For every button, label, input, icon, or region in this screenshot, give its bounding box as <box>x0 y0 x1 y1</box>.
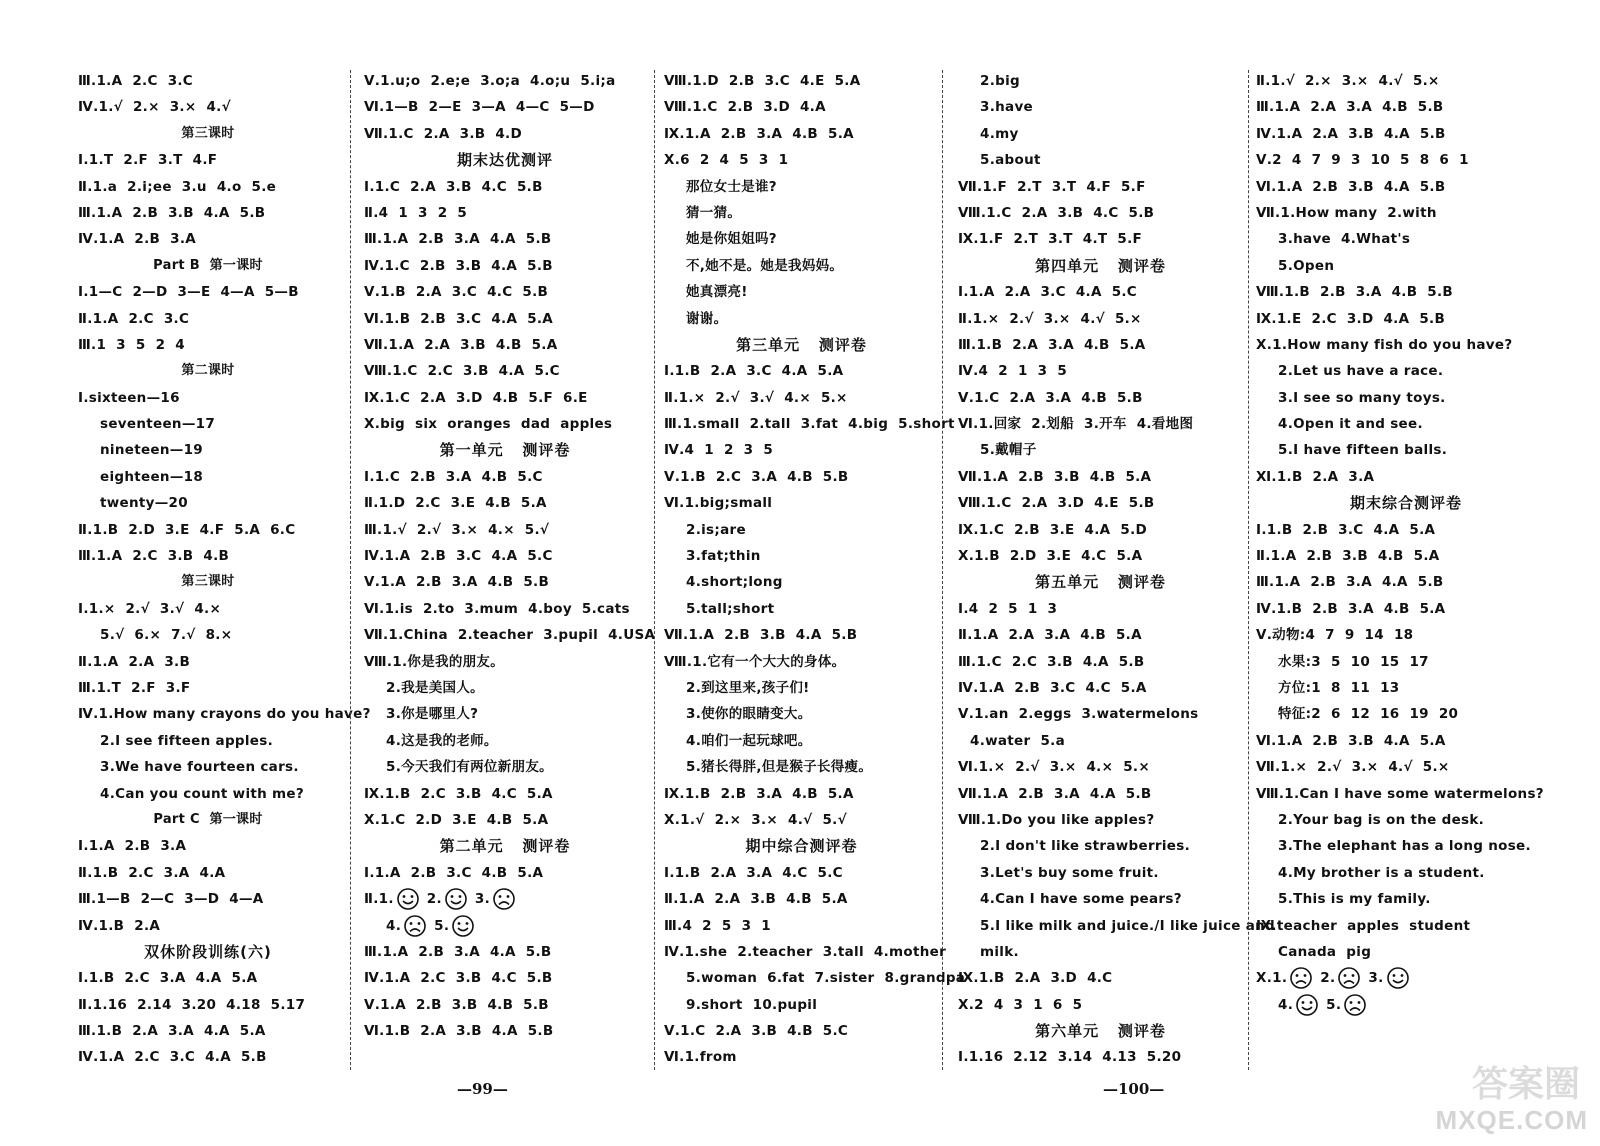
answer-line: Ⅷ.1.C 2.A 3.D 4.E 5.B <box>958 495 1155 512</box>
answer-label: 4. <box>1278 996 1294 1013</box>
section-heading: 期末综合测评卷 <box>1349 494 1462 513</box>
answer-label: Ⅹ.1. <box>1256 970 1288 987</box>
answer-line: Ⅷ.1.B 2.B 3.A 4.B 5.B <box>1256 284 1454 301</box>
answer-label: Ⅱ.1. <box>364 891 394 908</box>
answer-line: Canada pig <box>1278 943 1372 960</box>
sad-face-icon <box>1337 966 1361 990</box>
answer-line: Ⅵ.1.回家 2.划船 3.开车 4.看地图 <box>958 416 1194 433</box>
answer-line: 4.My brother is a student. <box>1278 864 1485 881</box>
answer-line: Ⅴ.1.C 2.A 3.A 4.B 5.B <box>958 389 1143 406</box>
answer-line: Ⅰ.1.B 2.A 3.A 4.C 5.C <box>664 864 843 881</box>
answer-line: 5.tall;short <box>686 600 775 617</box>
sad-face-icon <box>1289 966 1313 990</box>
answer-line: Ⅲ.1 3 5 2 4 <box>78 336 185 353</box>
answer-line: Ⅰ.1.16 2.12 3.14 4.13 5.20 <box>958 1049 1182 1066</box>
answer-line: Ⅶ.1.How many 2.with <box>1256 204 1437 221</box>
answer-line: Ⅱ.1.D 2.C 3.E 4.B 5.A <box>364 495 547 512</box>
answer-line: Ⅱ.1.√ 2.× 3.× 4.√ 5.× <box>1256 73 1440 89</box>
answer-line: Ⅹ.big six oranges dad apples <box>364 416 613 433</box>
section-heading: 第三课时 <box>181 125 235 141</box>
sad-face-icon <box>1343 993 1367 1017</box>
answer-line: Ⅲ.1.A 2.C 3.B 4.B <box>78 548 230 565</box>
answer-line: Ⅲ.1.A 2.A 3.A 4.B 5.B <box>1256 99 1444 116</box>
answer-line: 水果:3 5 10 15 17 <box>1278 653 1429 670</box>
answer-line: milk. <box>980 943 1019 960</box>
answer-line: 4.Can I have some pears? <box>980 891 1182 908</box>
answer-line: Ⅱ.1.a 2.i;ee 3.u 4.o 5.e <box>78 178 277 195</box>
answer-label: 4. <box>386 917 402 934</box>
answer-line: Ⅷ.1.你是我的朋友。 <box>364 653 505 670</box>
smiley-face-icon <box>451 914 475 938</box>
answer-line: Ⅲ.1.A 2.C 3.C <box>78 73 194 89</box>
answer-line: Ⅷ.1.C 2.A 3.B 4.C 5.B <box>958 204 1155 221</box>
answer-line: 5.今天我们有两位新朋友。 <box>386 759 553 776</box>
answer-line: 5.about <box>980 152 1041 169</box>
answer-line: 3.你是哪里人? <box>386 706 479 723</box>
answer-line: Ⅲ.1.small 2.tall 3.fat 4.big 5.short <box>664 416 955 433</box>
answer-line: Ⅲ.4 2 5 3 1 <box>664 917 771 934</box>
answer-label: 2. <box>426 891 442 908</box>
section-heading: 期中综合测评卷 <box>745 837 858 856</box>
answer-line: Ⅱ.1.B 2.C 3.A 4.A <box>78 864 226 881</box>
answer-line: Ⅶ.1.C 2.A 3.B 4.D <box>364 125 522 142</box>
answer-line: Ⅱ.1.16 2.14 3.20 4.18 5.17 <box>78 996 306 1013</box>
answer-line: eighteen—18 <box>100 468 204 485</box>
answer-line: Ⅳ.1.C 2.B 3.B 4.A 5.B <box>364 257 553 274</box>
answer-label: 5. <box>1326 996 1342 1013</box>
answer-line: Ⅰ.1.C 2.B 3.A 4.B 5.C <box>364 468 543 485</box>
watermark-logo <box>1418 1056 1588 1136</box>
answer-line: Ⅹ.1.√ 2.× 3.× 4.√ 5.√ <box>664 811 847 828</box>
answer-line: 不,她不是。她是我妈妈。 <box>686 257 844 274</box>
page-number-right: —100— <box>1103 1080 1165 1098</box>
answer-line: 5.猪长得胖,但是猴子长得瘦。 <box>686 759 873 776</box>
answer-line: Ⅹ.1.C 2.D 3.E 4.B 5.A <box>364 811 549 828</box>
answer-line: 2.I see fifteen apples. <box>100 732 274 749</box>
answer-line: Ⅳ.1.How many crayons do you have? <box>78 706 371 723</box>
section-heading: 期末达优测评 <box>456 151 553 170</box>
answer-line: Ⅴ.1.A 2.B 3.A 4.B 5.B <box>364 574 550 591</box>
answer-line: Ⅴ.1.A 2.B 3.B 4.B 5.B <box>364 996 549 1013</box>
answer-line: Ⅲ.1.A 2.B 3.B 4.A 5.B <box>78 204 266 221</box>
answer-line: Ⅸ.1.B 2.A 3.D 4.C <box>958 970 1113 987</box>
answer-line: 3.We have fourteen cars. <box>100 759 299 776</box>
column-4 <box>958 68 1275 1068</box>
answer-line: Ⅱ.1.B 2.D 3.E 4.F 5.A 6.C <box>78 521 296 538</box>
smiley-face-icon <box>444 887 468 911</box>
answer-line: Ⅲ.1.C 2.C 3.B 4.A 5.B <box>958 653 1145 670</box>
answer-line: 3.have <box>980 99 1033 116</box>
answer-line: Ⅷ.1.C 2.B 3.D 4.A <box>664 99 826 116</box>
answer-line: Ⅸ.teacher apples student <box>1256 917 1471 934</box>
answer-line: Ⅵ.1.A 2.B 3.B 4.A 5.A <box>1256 732 1446 749</box>
answer-line: Ⅰ.1.T 2.F 3.T 4.F <box>78 152 218 169</box>
answer-line: 4.这是我的老师。 <box>386 732 498 749</box>
answer-line: Ⅹ.1.How many fish do you have? <box>1256 336 1513 353</box>
answer-line: Ⅺ.1.B 2.A 3.A <box>1256 468 1375 485</box>
section-heading: 第一单元 测评卷 <box>439 441 571 460</box>
section-heading: Part C 第一课时 <box>153 811 263 827</box>
column-divider <box>350 70 351 1070</box>
answer-line: 5.woman 6.fat 7.sister 8.grandpa <box>686 970 966 987</box>
section-heading: Part B 第一课时 <box>153 257 263 273</box>
sad-face-icon <box>403 914 427 938</box>
answer-line: Ⅸ.1.E 2.C 3.D 4.A 5.B <box>1256 310 1446 327</box>
section-heading: 第五单元 测评卷 <box>1035 573 1166 592</box>
answer-line <box>1256 965 1556 991</box>
answer-line: Ⅲ.1.A 2.B 3.A 4.A 5.B <box>1256 574 1444 591</box>
answer-line: Ⅳ.1.A 2.A 3.B 4.A 5.B <box>1256 125 1446 142</box>
answer-line: 3.fat;thin <box>686 548 761 565</box>
answer-line <box>364 886 646 912</box>
answer-line: Ⅲ.1.A 2.B 3.A 4.A 5.B <box>364 943 552 960</box>
answer-line: Ⅹ.6 2 4 5 3 1 <box>664 152 789 169</box>
column-2 <box>364 68 656 1068</box>
answer-line: Ⅴ.2 4 7 9 3 10 5 8 6 1 <box>1256 152 1469 169</box>
answer-line: 2.big <box>980 73 1020 89</box>
answer-line: Ⅲ.1.T 2.F 3.F <box>78 679 191 696</box>
answer-line: nineteen—19 <box>100 442 203 459</box>
answer-line: Ⅹ.1.B 2.D 3.E 4.C 5.A <box>958 548 1143 565</box>
answer-line: Ⅱ.1.A 2.A 3.B 4.B 5.A <box>664 891 848 908</box>
answer-line: Ⅰ.1.× 2.√ 3.√ 4.× <box>78 600 222 617</box>
answer-line <box>1256 992 1556 1018</box>
column-divider <box>1248 70 1249 1070</box>
answer-line: Ⅰ.1.B 2.B 3.C 4.A 5.A <box>1256 521 1436 538</box>
answer-line: Ⅰ.1.A 2.B 3.A <box>78 838 187 855</box>
answer-line: Ⅶ.1.× 2.√ 3.× 4.√ 5.× <box>1256 759 1450 776</box>
answer-line: Ⅳ.1.B 2.A <box>78 917 161 934</box>
answer-line: Ⅵ.1.A 2.B 3.B 4.A 5.B <box>1256 178 1446 195</box>
answer-line: 她是你姐姐吗? <box>686 231 777 248</box>
column-5 <box>1256 68 1556 1068</box>
answer-line: 她真漂亮! <box>686 284 748 301</box>
answer-line: 2.Your bag is on the desk. <box>1278 811 1485 828</box>
column-divider <box>942 70 943 1070</box>
answer-line: twenty—20 <box>100 495 188 512</box>
answer-line: 3.have 4.What's <box>1278 231 1411 248</box>
answer-line: 4.water 5.a <box>970 732 1066 749</box>
answer-line: Ⅵ.1.× 2.√ 3.× 4.× 5.× <box>958 759 1150 776</box>
sad-face-icon <box>492 887 516 911</box>
answer-line: Ⅴ.1.B 2.A 3.C 4.C 5.B <box>364 284 549 301</box>
answer-line: Ⅸ.1.F 2.T 3.T 4.T 5.F <box>958 231 1143 248</box>
answer-line: 3.Let's buy some fruit. <box>980 864 1159 881</box>
answer-line: 5.I like milk and juice./I like juice and <box>980 917 1275 934</box>
answer-line: Ⅸ.1.B 2.B 3.A 4.B 5.A <box>664 785 854 802</box>
answer-line: Ⅷ.1.Do you like apples? <box>958 811 1155 828</box>
answer-line: Ⅳ.1.A 2.B 3.C 4.C 5.A <box>958 679 1147 696</box>
answer-line: 4.Open it and see. <box>1278 416 1423 433</box>
answer-line <box>364 913 646 939</box>
answer-line: Ⅰ.1.A 2.A 3.C 4.A 5.C <box>958 284 1138 301</box>
answer-line: 那位女士是谁? <box>686 178 777 195</box>
answer-line: Ⅰ.1.C 2.A 3.B 4.C 5.B <box>364 178 543 195</box>
answer-line: 4.咱们一起玩球吧。 <box>686 732 812 749</box>
answer-line: Ⅳ.1.√ 2.× 3.× 4.√ <box>78 99 231 116</box>
answer-line: Ⅰ.sixteen—16 <box>78 389 180 406</box>
column-divider <box>654 70 655 1070</box>
answer-label: 3. <box>474 891 490 908</box>
answer-line: 4.my <box>980 125 1019 142</box>
answer-line: 5.This is my family. <box>1278 891 1431 908</box>
answer-line: Ⅰ.1—C 2—D 3—E 4—A 5—B <box>78 284 299 301</box>
answer-line: Ⅸ.1.A 2.B 3.A 4.B 5.A <box>664 125 854 142</box>
column-3 <box>664 68 966 1068</box>
answer-line: Ⅳ.1.A 2.C 3.B 4.C 5.B <box>364 970 553 987</box>
answer-line: Ⅱ.1.A 2.A 3.A 4.B 5.A <box>958 627 1142 644</box>
answer-line: 特征:2 6 12 16 19 20 <box>1278 706 1459 723</box>
answer-line: Ⅵ.1—B 2—E 3—A 4—C 5—D <box>364 99 595 116</box>
answer-line: Ⅰ.1.B 2.A 3.C 4.A 5.A <box>664 363 844 380</box>
watermark-logo-text: 答案圈 <box>1471 1064 1580 1105</box>
answer-line: Ⅲ.1.√ 2.√ 3.× 4.× 5.√ <box>364 521 550 538</box>
answer-line: Ⅸ.1.C 2.A 3.D 4.B 5.F 6.E <box>364 389 588 406</box>
answer-line: 3.使你的眼睛变大。 <box>686 706 812 723</box>
answer-line: Ⅴ.1.C 2.A 3.B 4.B 5.C <box>664 1023 849 1040</box>
answer-line: Ⅱ.1.A 2.C 3.C <box>78 310 190 327</box>
answer-line: 5.√ 6.× 7.√ 8.× <box>100 627 233 644</box>
answer-line: 5.戴帽子 <box>980 442 1037 459</box>
answer-line: Ⅲ.1.A 2.B 3.A 4.A 5.B <box>364 231 552 248</box>
answer-line: 2.我是美国人。 <box>386 679 484 696</box>
section-heading: 第四单元 测评卷 <box>1035 256 1166 275</box>
answer-line: Ⅵ.1.is 2.to 3.mum 4.boy 5.cats <box>364 600 630 617</box>
answer-line: Ⅷ.1.C 2.C 3.B 4.A 5.C <box>364 363 560 380</box>
smiley-face-icon <box>1295 993 1319 1017</box>
answer-line: Ⅷ.1.Can I have some watermelons? <box>1256 785 1544 802</box>
answer-line: Ⅶ.1.A 2.A 3.B 4.B 5.A <box>364 336 558 353</box>
answer-line: 2.I don't like strawberries. <box>980 838 1191 855</box>
answer-label: 5. <box>434 917 450 934</box>
answer-line: Ⅶ.1.A 2.B 3.B 4.B 5.A <box>958 468 1152 485</box>
answer-line: Ⅶ.1.A 2.B 3.A 4.A 5.B <box>958 785 1152 802</box>
section-heading: 双休阶段训练(六) <box>144 942 272 961</box>
answer-line: Ⅷ.1.D 2.B 3.C 4.E 5.A <box>664 73 861 89</box>
answer-line: Ⅳ.4 1 2 3 5 <box>664 442 774 459</box>
answer-line: Ⅴ.1.an 2.eggs 3.watermelons <box>958 706 1199 723</box>
answer-line: Ⅵ.1.B 2.B 3.C 4.A 5.A <box>364 310 554 327</box>
page-number-left: —99— <box>457 1080 508 1098</box>
answer-line: Ⅵ.1.B 2.A 3.B 4.A 5.B <box>364 1023 554 1040</box>
answer-line: 猜一猜。 <box>686 204 742 221</box>
section-heading: 第六单元 测评卷 <box>1035 1022 1166 1041</box>
answer-line: Ⅸ.1.C 2.B 3.E 4.A 5.D <box>958 521 1148 538</box>
watermark-url: MXQE.COM <box>1435 1105 1588 1135</box>
answer-line: Ⅳ.4 2 1 3 5 <box>958 363 1068 380</box>
section-heading: 第三单元 测评卷 <box>736 335 867 354</box>
answer-line: Ⅱ.1.× 2.√ 3.√ 4.× 5.× <box>664 389 848 406</box>
answer-line: 4.short;long <box>686 574 783 591</box>
answer-line: Ⅴ.动物:4 7 9 14 18 <box>1256 627 1414 644</box>
answer-line: Ⅲ.1.B 2.A 3.A 4.B 5.A <box>958 336 1146 353</box>
answer-line: 5.Open <box>1278 257 1335 274</box>
answer-line: Ⅳ.1.A 2.B 3.C 4.A 5.C <box>364 548 553 565</box>
column-1 <box>78 68 371 1068</box>
answer-label: 2. <box>1320 970 1336 987</box>
answer-line: Ⅳ.1.A 2.C 3.C 4.A 5.B <box>78 1049 267 1066</box>
answer-line: Ⅱ.1.× 2.√ 3.× 4.√ 5.× <box>958 310 1142 327</box>
answer-line: Ⅶ.1.A 2.B 3.B 4.A 5.B <box>664 627 858 644</box>
answer-line: Ⅳ.1.A 2.B 3.A <box>78 231 197 248</box>
answer-line: Ⅱ.4 1 3 2 5 <box>364 204 468 221</box>
answer-line: Ⅱ.1.A 2.A 3.B <box>78 653 191 670</box>
answer-line: 2.到这里来,孩子们! <box>686 679 810 696</box>
answer-line: Ⅰ.1.B 2.C 3.A 4.A 5.A <box>78 970 258 987</box>
answer-line: Ⅲ.1.B 2.A 3.A 4.A 5.A <box>78 1023 266 1040</box>
answer-line: 方位:1 8 11 13 <box>1278 679 1400 696</box>
section-heading: 第二课时 <box>181 363 235 379</box>
answer-line: Ⅰ.4 2 5 1 3 <box>958 600 1058 617</box>
answer-line: Ⅶ.1.F 2.T 3.T 4.F 5.F <box>958 178 1146 195</box>
section-heading: 第二单元 测评卷 <box>439 837 571 856</box>
answer-line: 谢谢。 <box>686 310 728 327</box>
answer-line: Ⅸ.1.B 2.C 3.B 4.C 5.A <box>364 785 553 802</box>
answer-line: 9.short 10.pupil <box>686 996 818 1013</box>
answer-line: Ⅵ.1.from <box>664 1049 737 1066</box>
answer-line: Ⅶ.1.China 2.teacher 3.pupil 4.USA <box>364 627 656 644</box>
answer-line: Ⅳ.1.she 2.teacher 3.tall 4.mother <box>664 943 947 960</box>
answer-line: Ⅳ.1.B 2.B 3.A 4.B 5.A <box>1256 600 1446 617</box>
answer-line: Ⅰ.1.A 2.B 3.C 4.B 5.A <box>364 864 544 881</box>
answer-label: 3. <box>1368 970 1384 987</box>
smiley-face-icon <box>1386 966 1410 990</box>
answer-line: 3.The elephant has a long nose. <box>1278 838 1531 855</box>
answer-line: Ⅴ.1.u;o 2.e;e 3.o;a 4.o;u 5.i;a <box>364 73 616 89</box>
answer-line: Ⅲ.1—B 2—C 3—D 4—A <box>78 891 264 908</box>
answer-line: 2.Let us have a race. <box>1278 363 1444 380</box>
answer-line: 2.is;are <box>686 521 746 538</box>
answer-line: Ⅷ.1.它有一个大大的身体。 <box>664 653 846 670</box>
answer-line: Ⅴ.1.B 2.C 3.A 4.B 5.B <box>664 468 849 485</box>
answer-line: Ⅹ.2 4 3 1 6 5 <box>958 996 1083 1013</box>
answer-line: 4.Can you count with me? <box>100 785 305 802</box>
answer-line: seventeen—17 <box>100 416 216 433</box>
answer-line: Ⅱ.1.A 2.B 3.B 4.B 5.A <box>1256 548 1440 565</box>
smiley-face-icon <box>396 887 420 911</box>
section-heading: 第三课时 <box>181 574 235 590</box>
answer-line: 3.I see so many toys. <box>1278 389 1446 406</box>
answer-line: Ⅵ.1.big;small <box>664 495 773 512</box>
answer-line: 5.I have fifteen balls. <box>1278 442 1448 459</box>
